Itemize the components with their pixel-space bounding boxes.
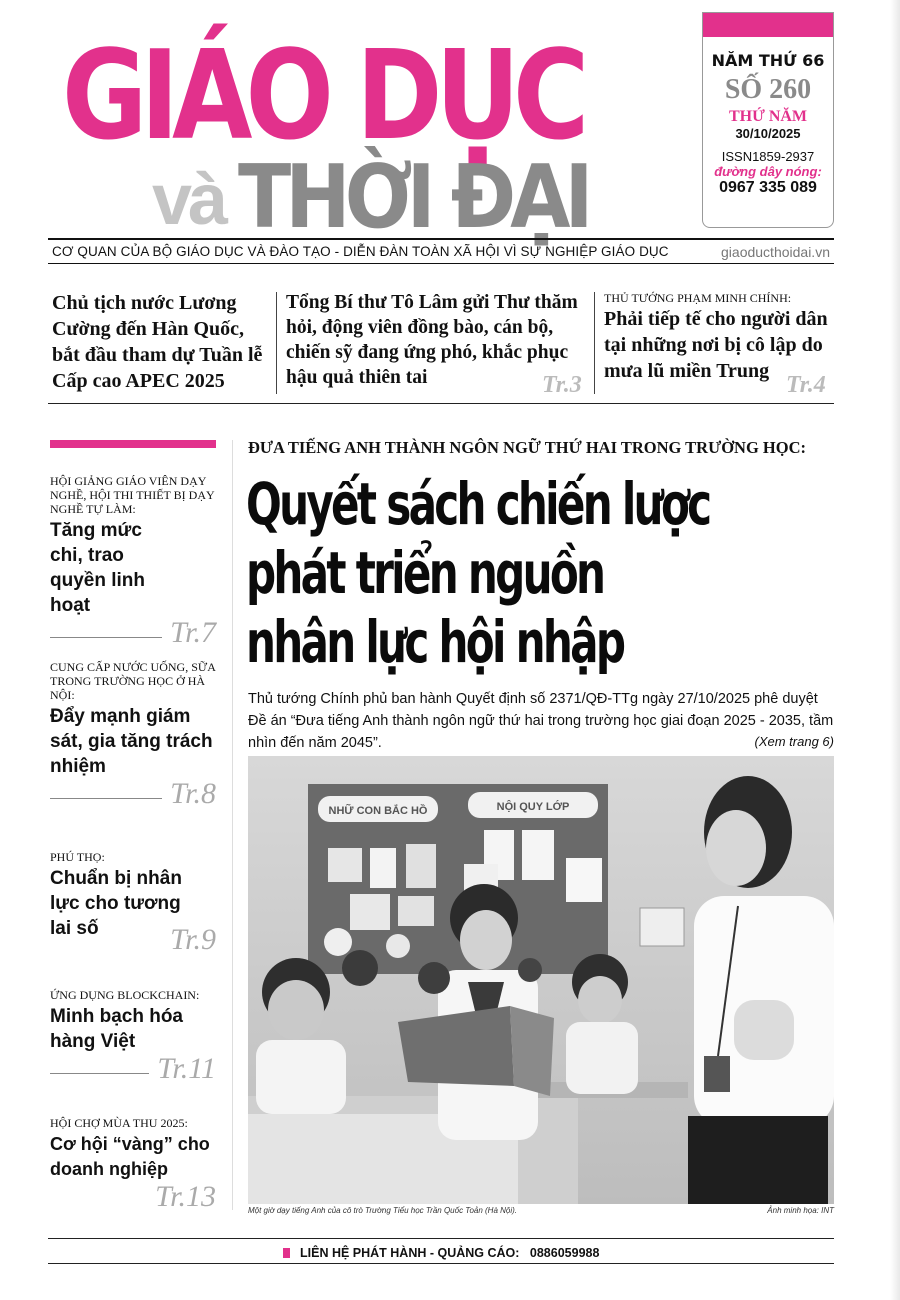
sidebar-accent-bar — [50, 440, 216, 448]
tagline-row — [48, 238, 834, 264]
hotline-label: đường dây nóng: — [714, 164, 822, 179]
top-stories — [48, 286, 834, 404]
hotline-number: 0967 335 089 — [719, 179, 817, 196]
photo-credit: Ảnh minh họa: INT — [767, 1206, 834, 1215]
logo-title-va: và — [152, 160, 225, 240]
sidebar-item-kicker: ỨNG DỤNG BLOCKCHAIN: — [50, 988, 200, 1002]
sidebar-item-ref — [50, 618, 216, 648]
tagline: CƠ QUAN CỦA BỘ GIÁO DỤC VÀ ĐÀO TẠO - DIỄN ĐÀN TOÀN XÃ HỘI VÌ SỰ NGHIỆP GIÁO DỤC — [52, 244, 669, 259]
top-story-2-page: Tr.3 — [542, 372, 582, 398]
footer-contact — [48, 1238, 834, 1264]
footer-phone[interactable]: 0886059988 — [529, 1246, 600, 1260]
sidebar — [50, 440, 216, 1213]
classroom-photo-illustration — [248, 756, 834, 1204]
website-link[interactable]: giaoducthoidai.vn — [721, 243, 830, 260]
top-story-1[interactable]: Chủ tịch nước Lương Cường đến Hàn Quốc, bắt đầu tham dự Tuần lễ Cấp cao APEC 2025 — [52, 292, 263, 392]
board-banner-left: NHỮ CON BẮC HỒ — [328, 805, 428, 817]
sidebar-item-ref — [50, 779, 216, 809]
top-story-3-page: Tr.4 — [786, 372, 826, 398]
issue-weekday: THỨ NĂM — [728, 108, 808, 125]
top-story-3[interactable] — [604, 290, 834, 384]
sidebar-item-kicker: HỘI GIẢNG GIÁO VIÊN DẠY NGHỀ, HỘI THI THIẾT BỊ DẠY NGHỀ TỰ LÀM: — [50, 474, 215, 516]
sidebar-item-page: Tr.13 — [155, 1180, 216, 1213]
sidebar-item[interactable] — [50, 1116, 216, 1212]
sidebar-item-page: Tr.11 — [157, 1052, 216, 1085]
sidebar-item-ref — [50, 1182, 216, 1212]
story-divider — [594, 292, 595, 394]
sidebar-item-title: Minh bạch hóa hàng Việt — [50, 1006, 183, 1052]
lead-see-more[interactable]: (Xem trang 6) — [754, 734, 834, 749]
sidebar-item[interactable] — [50, 660, 216, 809]
issue-issn: ISSN1859-2937 — [721, 149, 815, 164]
top-story-2[interactable]: Tổng Bí thư Tô Lâm gửi Thư thăm hỏi, động viên đồng bào, cán bộ, chiến sỹ đang ứng phó, khắc phục hậu quả thiên tai — [286, 292, 578, 388]
column-divider — [232, 440, 233, 1210]
issue-box-accent-bar — [703, 13, 833, 37]
footer-label: LIÊN HỆ PHÁT HÀNH - QUẢNG CÁO: — [300, 1246, 520, 1260]
issue-info-box — [702, 12, 834, 228]
lead-photo — [248, 756, 834, 1204]
story-divider — [276, 292, 277, 394]
sidebar-item-title: Đẩy mạnh giám sát, gia tăng trách nhiệm — [50, 706, 213, 777]
footer-bullet-icon — [283, 1248, 290, 1258]
lead-summary: Thủ tướng Chính phủ ban hành Quyết định số 2371/QĐ-TTg ngày 27/10/2025 phê duyệt Đề án “Đưa tiếng Anh thành ngôn ngữ thứ hai trong trường học giai đoạn 2025 - 2035, tầm nhìn đến năm 2045”. — [248, 691, 834, 751]
sidebar-item[interactable] — [50, 988, 216, 1084]
lead-headline[interactable]: Quyết sách chiến lược phát triển nguồn nhân lực hội nhập — [246, 470, 710, 677]
issue-date: 30/10/2025 — [735, 126, 801, 141]
logo-title-line2: THỜI ĐẠI — [238, 147, 588, 249]
lead-kicker: ĐƯA TIẾNG ANH THÀNH NGÔN NGỮ THỨ HAI TRONG TRƯỜNG HỌC: — [248, 438, 807, 457]
masthead-logo — [48, 14, 688, 249]
sidebar-item-page: Tr.7 — [170, 616, 216, 649]
top-story-3-kicker: THỦ TƯỚNG PHẠM MINH CHÍNH: — [604, 291, 792, 305]
sidebar-item-kicker: HỘI CHỢ MÙA THU 2025: — [50, 1116, 188, 1130]
top-story-3-title: Phải tiếp tế cho người dân tại những nơi bị cô lập do mưa lũ miền Trung — [604, 308, 828, 382]
page-edge-shadow — [890, 0, 900, 1300]
sidebar-item-title: Chuẩn bị nhân lực cho tương lai số — [50, 868, 182, 939]
sidebar-item-page: Tr.9 — [170, 923, 216, 956]
sidebar-item-ref — [50, 1054, 216, 1084]
sidebar-item-kicker: PHÚ THỌ: — [50, 850, 105, 864]
issue-year: NĂM THỨ 66 — [711, 51, 825, 70]
sidebar-item-title: Tăng mức chi, trao quyền linh hoạt — [50, 520, 145, 616]
issue-number: SỐ 260 — [724, 74, 812, 105]
sidebar-item[interactable] — [50, 850, 216, 955]
board-banner-right: NỘI QUY LỚP — [496, 801, 570, 813]
sidebar-item-title: Cơ hội “vàng” cho doanh nghiệp — [50, 1134, 210, 1179]
sidebar-item[interactable] — [50, 474, 216, 648]
logo-title-line1: GIÁO DỤC — [62, 23, 583, 168]
photo-caption: Một giờ dạy tiếng Anh của cô trò Trường Tiểu học Trần Quốc Toản (Hà Nội). — [248, 1206, 518, 1215]
sidebar-item-kicker: CUNG CẤP NƯỚC UỐNG, SỮA TRONG TRƯỜNG HỌC Ở HÀ NỘI: — [50, 660, 216, 702]
sidebar-item-page: Tr.8 — [170, 777, 216, 810]
